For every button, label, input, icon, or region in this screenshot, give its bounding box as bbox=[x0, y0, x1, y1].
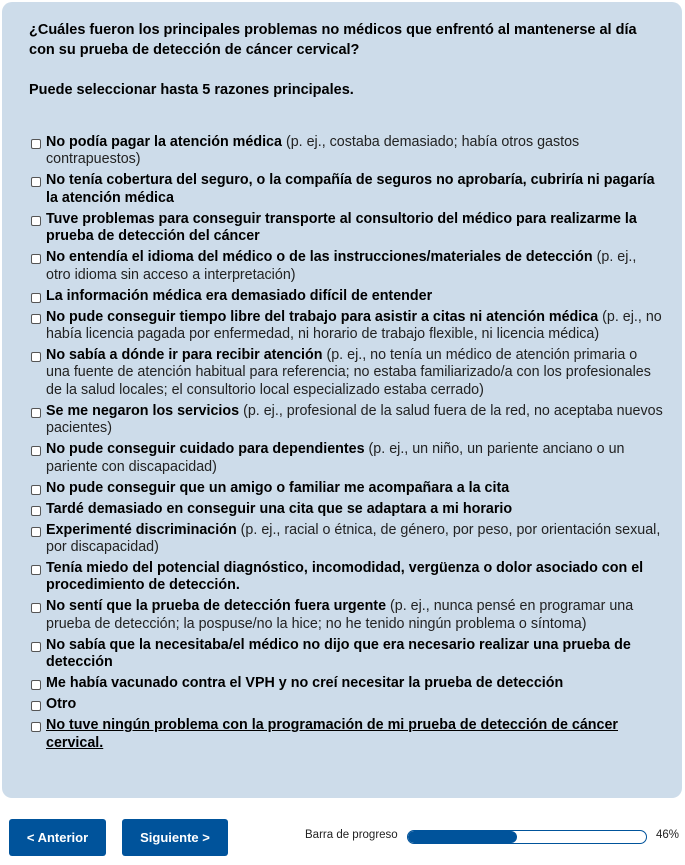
next-button[interactable]: Siguiente > bbox=[122, 819, 228, 856]
option-label: Otro bbox=[46, 696, 77, 713]
option-checkbox[interactable] bbox=[31, 177, 41, 187]
option-label: No entendía el idioma del médico o de las instrucciones/materiales de detección bbox=[46, 249, 593, 266]
option-detail: (p. ej., no había licencia pagada por enfermedad, ni horario de trabajo flexible, ni licencia médica) bbox=[46, 308, 662, 343]
option-label: No sabía a dónde ir para recibir atención bbox=[46, 347, 323, 364]
instruction-text: Puede seleccionar hasta 5 razones principales. bbox=[29, 82, 354, 98]
progress-bar bbox=[407, 830, 647, 844]
option-item[interactable] bbox=[29, 403, 664, 438]
option-label: No sabía que la necesitaba/el médico no dijo que era necesario realizar una prueba de detección bbox=[46, 636, 631, 671]
option-detail: (p. ej., costaba demasiado; había otros gastos contrapuestos) bbox=[46, 134, 580, 168]
option-checkbox[interactable] bbox=[31, 139, 41, 149]
option-label: No tenía cobertura del seguro, o la compañía de seguros no aprobaría, cubriría ni pagaría la atención médica bbox=[46, 172, 655, 206]
option-item[interactable] bbox=[29, 134, 664, 169]
option-checkbox[interactable] bbox=[31, 565, 41, 575]
option-item[interactable] bbox=[29, 441, 664, 476]
option-checkbox[interactable] bbox=[31, 701, 41, 711]
option-item[interactable] bbox=[29, 501, 664, 518]
option-item[interactable] bbox=[29, 637, 664, 672]
option-label: Experimenté discriminación bbox=[46, 521, 237, 538]
option-item[interactable] bbox=[29, 522, 664, 557]
option-detail: (p. ej., nunca pensé en programar una prueba de detección; la pospuse/no la hice; no he tenido ningún problema o síntoma) bbox=[46, 598, 634, 632]
option-label: No sentí que la prueba de detección fuera urgente bbox=[46, 598, 387, 615]
option-checkbox[interactable] bbox=[31, 254, 41, 264]
option-label: No podía pagar la atención médica bbox=[46, 134, 282, 150]
option-label: Tenía miedo del potencial diagnóstico, incomodidad, vergüenza o dolor asociado con el procedimiento de detección. bbox=[46, 560, 644, 594]
option-label: Tuve problemas para conseguir transporte al consultorio del médico para realizarme la prueba de detección del cáncer bbox=[46, 210, 637, 245]
option-label: La información médica era demasiado difícil de entender bbox=[46, 287, 433, 304]
option-item[interactable] bbox=[29, 172, 664, 207]
option-checkbox[interactable] bbox=[31, 527, 41, 537]
option-checkbox[interactable] bbox=[31, 446, 41, 456]
option-item[interactable] bbox=[29, 347, 664, 399]
option-item[interactable] bbox=[29, 675, 664, 692]
option-label: Se me negaron los servicios bbox=[46, 402, 240, 419]
option-item[interactable] bbox=[29, 598, 664, 633]
option-detail: (p. ej., profesional de la salud fuera de la red, no aceptaba nuevos pacientes) bbox=[46, 402, 663, 437]
option-checkbox[interactable] bbox=[31, 293, 41, 303]
option-detail: (p. ej., otro idioma sin acceso a interpretación) bbox=[46, 249, 637, 283]
option-checkbox[interactable] bbox=[31, 408, 41, 418]
option-detail: (p. ej., racial o étnica, de género, por peso, por orientación sexual, por discapacidad) bbox=[46, 521, 661, 556]
progress-fill bbox=[408, 831, 517, 843]
question-text: ¿Cuáles fueron los principales problemas no médicos que enfrentó al mantenerse al día con su prueba de detección de cáncer cervical? bbox=[29, 22, 637, 58]
option-checkbox[interactable] bbox=[31, 680, 41, 690]
option-detail: (p. ej., un niño, un pariente anciano o un pariente con discapacidad) bbox=[46, 441, 625, 475]
option-checkbox[interactable] bbox=[31, 216, 41, 226]
option-item[interactable] bbox=[29, 211, 664, 246]
option-label: Me había vacunado contra el VPH y no creí necesitar la prueba de detección bbox=[46, 675, 564, 692]
option-label: No pude conseguir que un amigo o familiar me acompañara a la cita bbox=[46, 479, 510, 496]
option-item[interactable] bbox=[29, 717, 664, 752]
options-list bbox=[29, 134, 664, 756]
option-checkbox[interactable] bbox=[31, 314, 41, 324]
option-checkbox[interactable] bbox=[31, 722, 41, 732]
option-item[interactable] bbox=[29, 249, 664, 284]
option-item[interactable] bbox=[29, 560, 664, 595]
option-label: No pude conseguir tiempo libre del trabajo para asistir a citas ni atención médica bbox=[46, 308, 599, 325]
option-detail: (p. ej., no tenía un médico de atención primaria o una fuente de atención habitual para referencia; no estaba familiarizado/a con los profesionales de la salud locales; el consultorio local especializado estaba cerrado) bbox=[46, 347, 651, 398]
option-checkbox[interactable] bbox=[31, 506, 41, 516]
option-item[interactable] bbox=[29, 696, 664, 713]
option-label: No tuve ningún problema con la programación de mi prueba de detección de cáncer cervical. bbox=[46, 717, 618, 751]
option-label: Tardé demasiado en conseguir una cita que se adaptara a mi horario bbox=[46, 500, 513, 517]
option-checkbox[interactable] bbox=[31, 642, 41, 652]
previous-button[interactable]: < Anterior bbox=[9, 819, 106, 856]
option-item[interactable] bbox=[29, 288, 664, 305]
option-checkbox[interactable] bbox=[31, 485, 41, 495]
option-item[interactable] bbox=[29, 480, 664, 497]
option-item[interactable] bbox=[29, 309, 664, 344]
option-checkbox[interactable] bbox=[31, 352, 41, 362]
progress-label: Barra de progreso bbox=[305, 829, 398, 841]
progress-value: 46% bbox=[656, 829, 680, 841]
option-checkbox[interactable] bbox=[31, 603, 41, 613]
option-label: No pude conseguir cuidado para dependientes bbox=[46, 441, 365, 458]
